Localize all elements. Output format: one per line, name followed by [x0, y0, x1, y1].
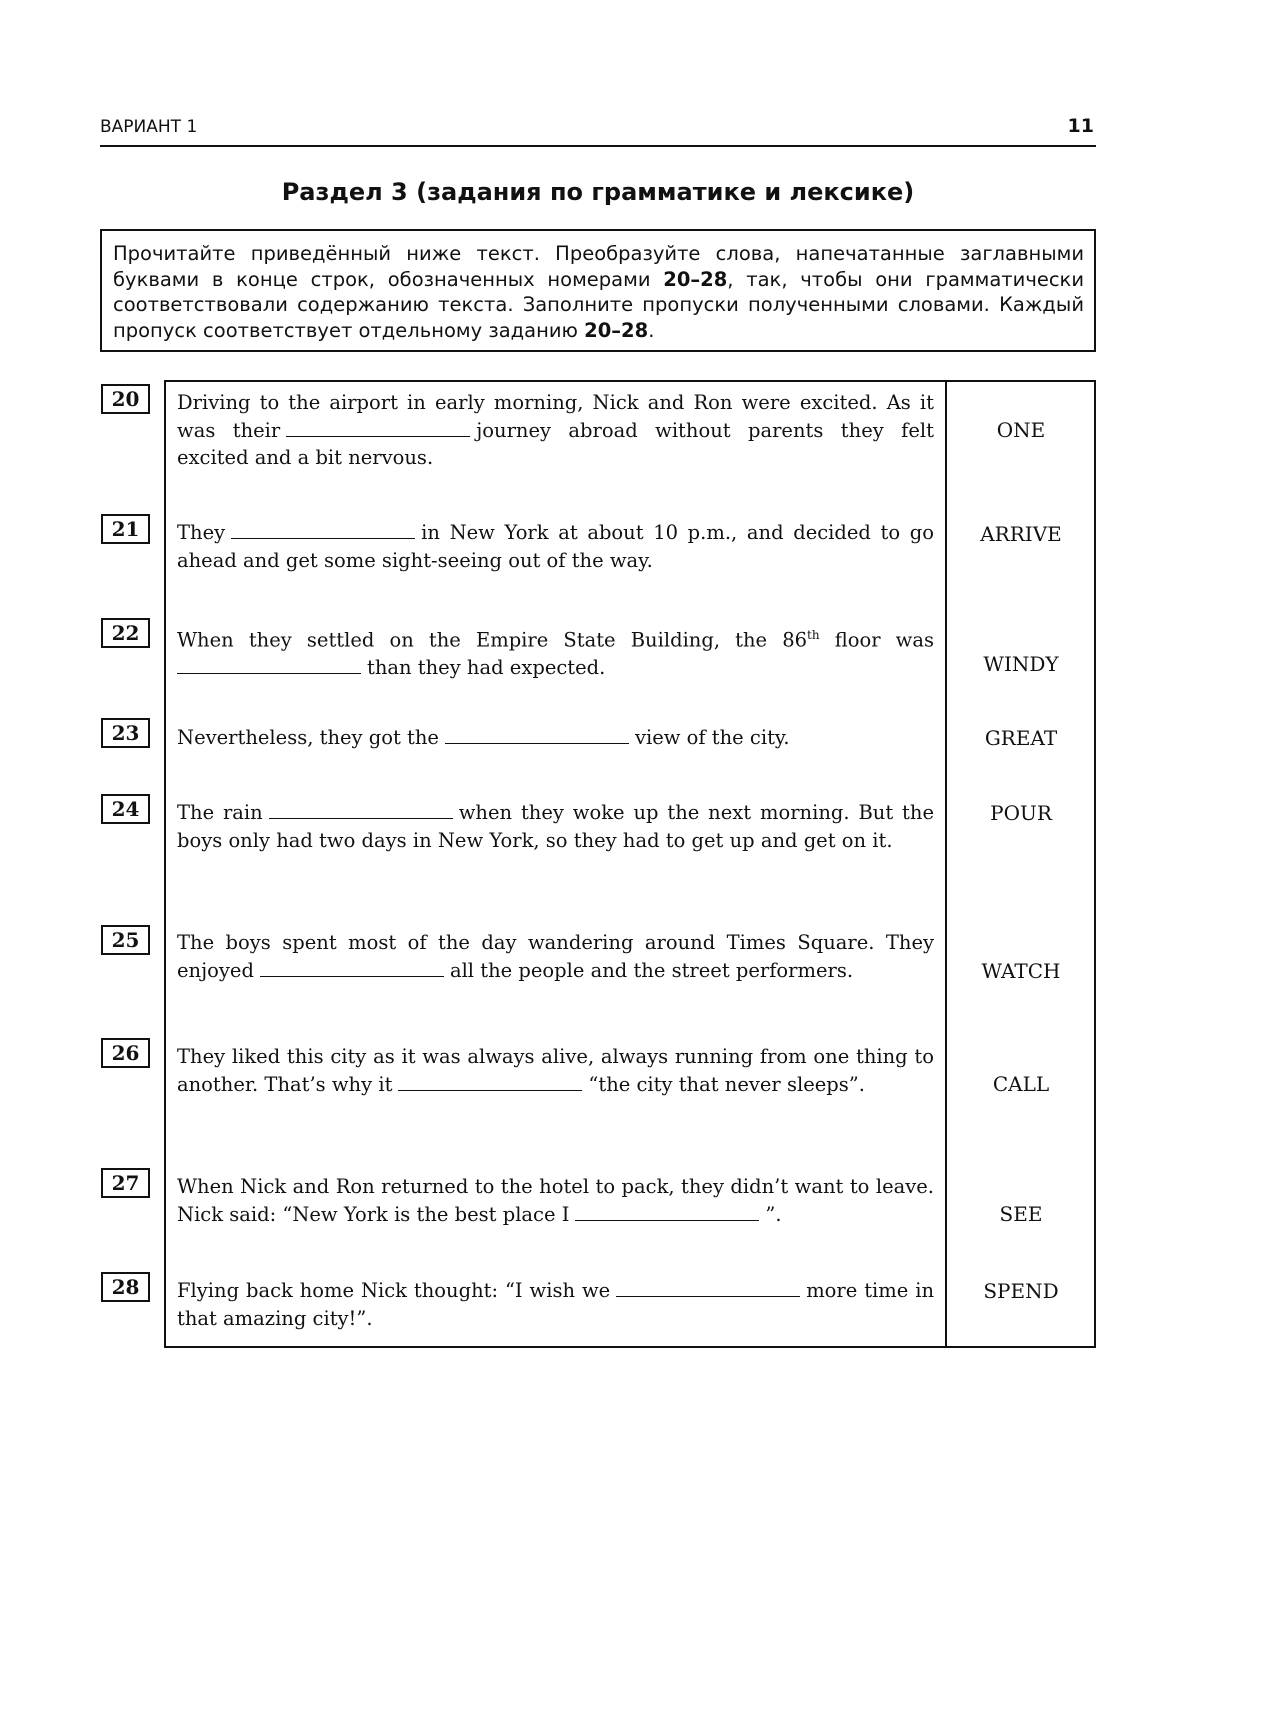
instructions-text: , так, чтобы они грамматически соответствовали содержанию текста. Заполните пропуски полученными словами. Каждый пропуск соответствует отдельному заданию — [113, 267, 1085, 342]
task-number: 26 — [101, 1038, 150, 1068]
task-number: 24 — [101, 794, 150, 824]
instructions-text: . — [648, 318, 655, 342]
keyword: WATCH — [981, 959, 1061, 983]
instructions-box — [100, 229, 1096, 352]
answer-blank[interactable] — [260, 975, 444, 977]
answer-blank[interactable] — [269, 817, 453, 819]
answer-blank[interactable] — [398, 1089, 582, 1091]
answer-blank[interactable] — [286, 435, 470, 437]
keyword: ARRIVE — [980, 522, 1062, 546]
task-number: 20 — [101, 384, 150, 414]
task-text: The rain when they woke up the next morning. But the boys only had two days in New York, so they had to get up and get on it. — [177, 801, 934, 852]
task-text: They liked this city as it was always alive, always running from one thing to another. That’s why it “the city that never sleeps”. — [177, 1045, 934, 1096]
task-number: 27 — [101, 1168, 150, 1198]
answer-blank[interactable] — [575, 1219, 759, 1221]
keyword: POUR — [990, 801, 1052, 825]
task-number: 25 — [101, 925, 150, 955]
task-number: 21 — [101, 514, 150, 544]
instructions-text: Прочитайте приведённый ниже текст. Преобразуйте слова, напечатанные заглавными буквами в конце строк, обозначенных номерами — [113, 242, 1084, 291]
answer-blank[interactable] — [445, 742, 629, 744]
answer-blank[interactable] — [177, 672, 361, 674]
running-header — [100, 115, 1096, 147]
answer-blank[interactable] — [231, 537, 415, 539]
task-text: Flying back home Nick thought: “I wish we more time in that amazing city!”. — [177, 1279, 934, 1330]
column-divider — [945, 380, 947, 1348]
variant-label: ВАРИАНТ 1 — [100, 117, 198, 137]
keyword: SPEND — [983, 1279, 1059, 1303]
page-number: 11 — [1067, 115, 1094, 137]
section-title: Раздел 3 (задания по грамматике и лексике) — [281, 178, 915, 206]
keyword: ONE — [996, 418, 1046, 442]
task-number: 22 — [101, 618, 150, 648]
keyword: CALL — [992, 1072, 1050, 1096]
task-text: They in New York at about 10 p.m., and decided to go ahead and get some sight-seeing out of the way. — [177, 521, 934, 572]
keyword: WINDY — [983, 652, 1059, 676]
task-number: 28 — [101, 1272, 150, 1302]
keyword: GREAT — [984, 726, 1058, 750]
task-range: 20–28 — [584, 318, 649, 342]
task-text: The boys spent most of the day wandering around Times Square. They enjoyed all the people and the street performers. — [177, 931, 934, 982]
task-text: Nevertheless, they got the view of the city. — [177, 726, 790, 749]
task-range: 20–28 — [663, 267, 728, 291]
task-text: When they settled on the Empire State Building, the 86th floor wasthan they had expected. — [177, 628, 934, 679]
task-text: Driving to the airport in early morning, Nick and Ron were excited. As it was their journey abroad without parents they felt excited and a bit nervous. — [177, 391, 934, 469]
task-text: When Nick and Ron returned to the hotel to pack, they didn’t want to leave. Nick said: “New York is the best place I ”. — [177, 1175, 934, 1226]
answer-blank[interactable] — [616, 1295, 800, 1297]
task-number: 23 — [101, 718, 150, 748]
keyword: SEE — [999, 1202, 1043, 1226]
